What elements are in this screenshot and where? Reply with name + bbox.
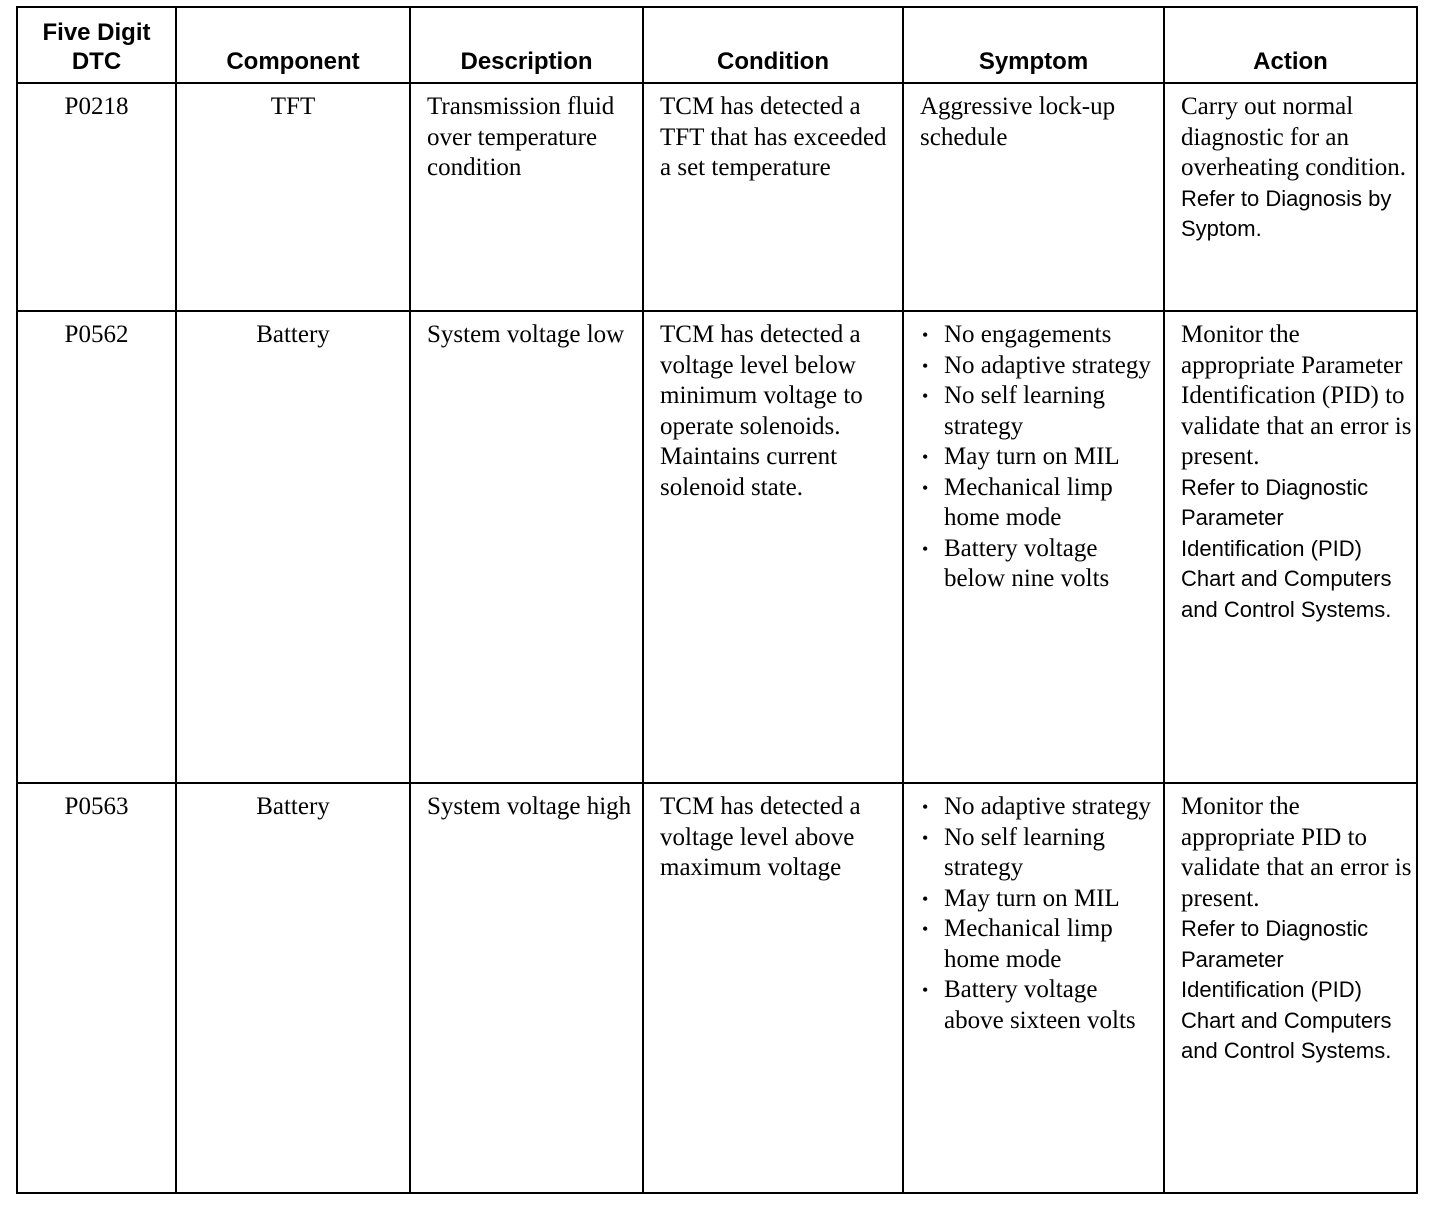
action-ref-part: Computers and Control Systems.	[1181, 1007, 1392, 1063]
dtc-code: P0563	[17, 783, 176, 1193]
action-cell	[1164, 311, 1417, 783]
table-row	[17, 83, 1417, 311]
description-cell: System voltage low	[410, 311, 643, 783]
symptom-item: • No self learning strategy	[920, 381, 1159, 442]
symptom-item: • Mechanical limp home mode	[920, 914, 1159, 975]
action-reference: Refer to Diagnosis by Syptom.	[1181, 185, 1392, 241]
header-condition: Condition	[643, 7, 903, 83]
header-symptom: Symptom	[903, 7, 1164, 83]
symptom-item: • No adaptive strategy	[920, 351, 1159, 382]
action-cell	[1164, 83, 1417, 311]
condition-cell: TCM has detected a voltage level below minimum voltage to operate solenoids. Maintains current solenoid state.	[643, 311, 903, 783]
symptom-item: • Battery voltage below nine volts	[920, 534, 1159, 595]
component-cell: Battery	[176, 783, 410, 1193]
header-action: Action	[1164, 7, 1417, 83]
description-cell: Transmission fluid over temperature condition	[410, 83, 643, 311]
header-component: Component	[176, 7, 410, 83]
symptom-item: • Mechanical limp home mode	[920, 473, 1159, 534]
symptom-list	[920, 320, 1159, 595]
dtc-code: P0562	[17, 311, 176, 783]
component-cell: Battery	[176, 311, 410, 783]
symptom-item: • No self learning strategy	[920, 823, 1159, 884]
component-cell: TFT	[176, 83, 410, 311]
action-reference	[1181, 473, 1412, 626]
action-reference	[1181, 914, 1412, 1067]
symptom-item: • No adaptive strategy	[920, 792, 1159, 823]
description-cell: System voltage high	[410, 783, 643, 1193]
condition-cell: TCM has detected a voltage level above maximum voltage	[643, 783, 903, 1193]
table-row	[17, 311, 1417, 783]
header-row	[17, 7, 1417, 83]
symptom-cell	[903, 311, 1164, 783]
action-text: Carry out normal diagnostic for an overheating condition.	[1181, 93, 1406, 181]
action-ref-part: Computers and Control Systems.	[1181, 566, 1392, 622]
symptom-cell	[903, 783, 1164, 1193]
symptom-list	[920, 792, 1159, 1036]
condition-cell: TCM has detected a TFT that has exceeded a set temperature	[643, 83, 903, 311]
symptom-cell: Aggressive lock-up schedule	[903, 83, 1164, 311]
action-cell	[1164, 783, 1417, 1193]
action-text: Monitor the appropriate PID to validate that an error is present.	[1181, 793, 1412, 912]
symptom-item: • May turn on MIL	[920, 442, 1159, 473]
header-dtc: Five Digit DTC	[17, 7, 176, 83]
symptom-item: • Battery voltage above sixteen volts	[920, 975, 1159, 1036]
action-ref-part: Refer to Diagnostic Parameter Identification (PID) Chart and	[1181, 916, 1369, 1033]
dtc-code: P0218	[17, 83, 176, 311]
symptom-item: • May turn on MIL	[920, 884, 1159, 915]
table-row	[17, 783, 1417, 1193]
action-text: Monitor the appropriate Parameter Identification (PID) to validate that an error is present.	[1181, 321, 1412, 470]
header-description: Description	[410, 7, 643, 83]
action-ref-part: Refer to Diagnostic Parameter Identification (PID) Chart and	[1181, 474, 1369, 591]
dtc-table	[16, 6, 1418, 1194]
symptom-item: • No engagements	[920, 320, 1159, 351]
